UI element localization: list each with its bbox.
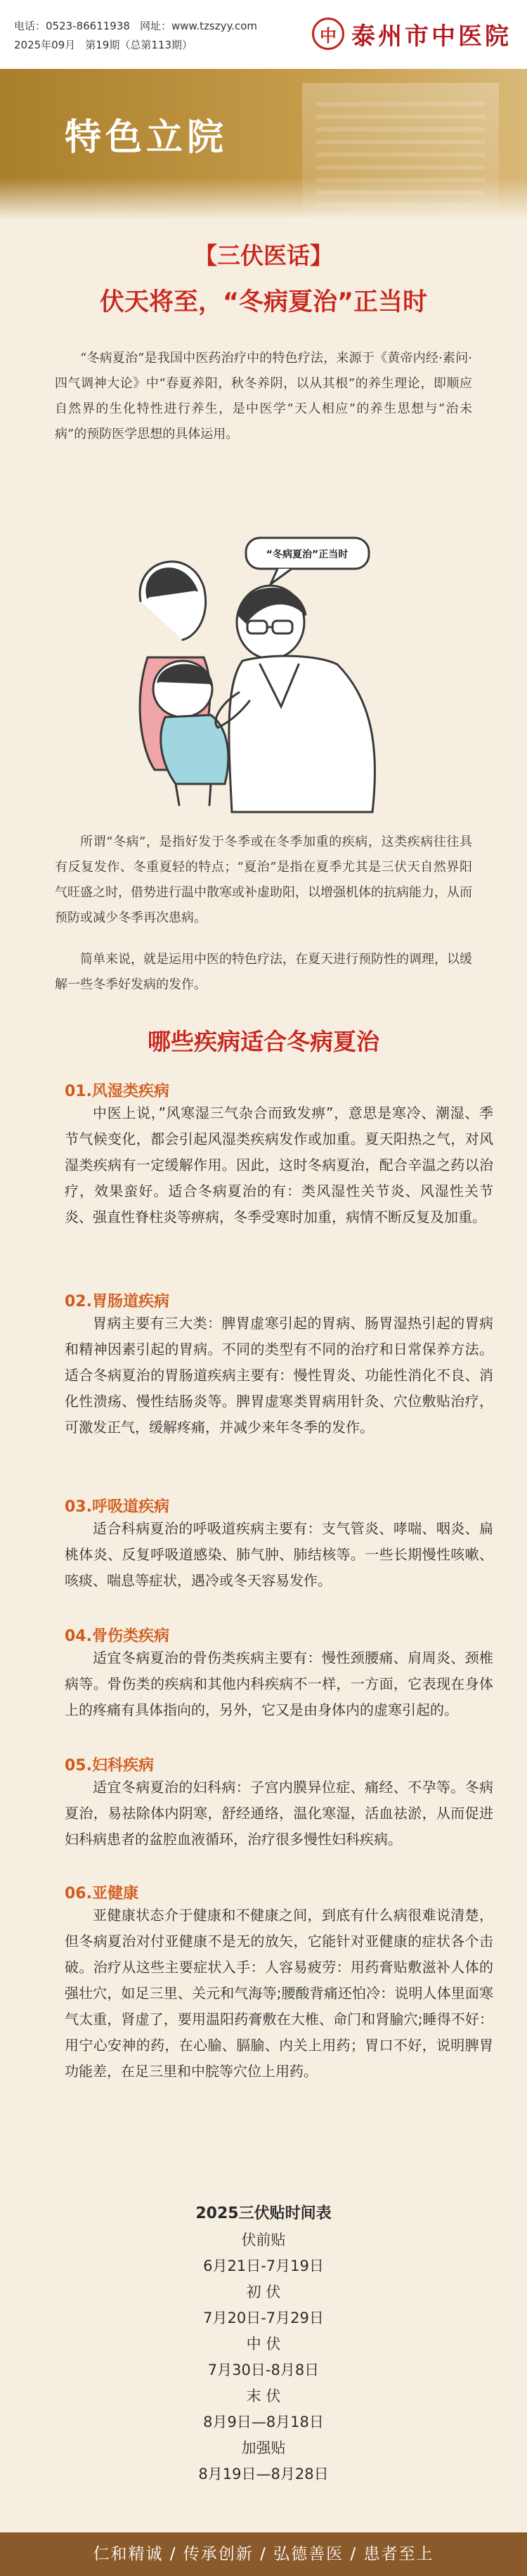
schedule-item-name: 加强贴 <box>241 2440 286 2456</box>
schedule-title: 2025三伏贴时间表 <box>195 2205 332 2222</box>
column-title: 特色立院 <box>65 117 228 159</box>
schedule-item-dates: 6月21日-7月19日 <box>203 2258 324 2274</box>
schedule-item-dates: 7月20日-7月29日 <box>203 2310 324 2326</box>
illustration-bubble-text: “冬病夏治”正当时 <box>266 549 349 560</box>
schedule-list <box>0 2227 527 2487</box>
diseases-heading: 哪些疾病适合冬病夏治 <box>148 1028 379 1055</box>
hospital-name: 泰州市中医院 <box>351 22 512 51</box>
page-header <box>0 0 527 69</box>
section-body-orthopedic: 适宜冬病夏治的骨伤类疾病主要有：慢性颈腰痛、肩周炎、颈椎病等。骨伤类的疾病和其他内科疾病不一样，一方面，它表现在身体上的疼痛有具体指向的，另外，它又是由身体内的虚寒引起的。 <box>65 1649 493 1718</box>
column-banner <box>0 69 527 220</box>
section-body-respiratory: 适合科病夏治的呼吸道疾病主要有：支气管炎、哮喘、咽炎、扁桃体炎、反复呼吸道感染、肺气肿、肺结核等。一些长期慢性咳嗽、咳痰、喘息等症状，遇冷或冬天容易发作。 <box>65 1520 493 1589</box>
section-title-orthopedic: 04.骨伤类疾病 <box>65 1628 169 1645</box>
doctor-child-illustration <box>126 517 401 819</box>
intro-paragraph-1: “冬病夏治”是我国中医药治疗中的特色疗法，来源于《黄帝内经·素问·四气调神大论》中“春夏养阳，秋冬养阴，以从其根”的养生理论，即顺应自然界的生化特性进行养生，是中医学“天人相应”的养生思想与“治未病”的预防医学思想的具体运用。 <box>55 351 472 442</box>
schedule-item-dates: 7月30日-8月8日 <box>207 2362 320 2378</box>
article-headline: 伏天将至，“冬病夏治”正当时 <box>99 288 427 316</box>
section-body-subhealth: 亚健康状态介于健康和不健康之间，到底有什么病很难说清楚，但冬病夏治对付亚健康不是无的放矢，它能针对亚健康的症状各个击破。治疗从这些主要症状入手：人容易疲劳：用药膏贴敷滋补人体的强壮穴，如足三里、关元和气海等;腰酸背痛还怕冷：说明人体里面寒气太重，肾虚了，要用温阳药膏敷在大椎、命门和肾腧穴;睡得不好：用宁心安神的药，在心腧、膈腧、内关上用药；胃口不好，说明脾胃功能差，在足三里和中脘等穴位上用药。 <box>65 1907 493 2080</box>
schedule-item-dates: 8月19日—8月28日 <box>198 2466 329 2482</box>
section-title-respiratory: 03.呼吸道疾病 <box>65 1498 169 1516</box>
header-meta <box>14 17 267 55</box>
banner-fade <box>0 178 527 220</box>
section-body-rheumatism: 中医上说，”风寒湿三气杂合而致发痹”，意思是寒冷、潮湿、季节气候变化，都会引起风湿类疾病发作或加重。夏天阳热之气，对风湿类疾病有一定缓解作用。因此，这时冬病夏治，配合辛温之药以治疗，效果蛮好。适合冬病夏治的有：类风湿性关节炎、风湿性关节炎、强直性脊柱炎等痹病，冬季受寒时加重，病情不断反复及加重。 <box>65 1105 493 1225</box>
schedule-item-name: 末 伏 <box>246 2388 281 2404</box>
header-phone: 电话：0523-86611938 <box>14 20 130 32</box>
schedule-item-name: 中 伏 <box>246 2336 281 2352</box>
section-body-gastro: 胃病主要有三大类：脾胃虚寒引起的胃病、肠胃湿热引起的胃病和精神因素引起的胃病。不同的类型有不同的治疗和日常保养方法。适合冬病夏治的胃肠道疾病主要有：慢性胃炎、功能性消化不良、消化性溃疡、慢性结肠炎等。脾胃虚寒类胃病用针灸、穴位敷贴治疗，可激发正气，缓解疼痛，并减少来年冬季的发作。 <box>65 1315 493 1436</box>
schedule-item-name: 伏前贴 <box>241 2232 286 2248</box>
column-tag: 【三伏医话】 <box>194 242 333 269</box>
header-website[interactable]: 网址：www.tzszyy.com <box>139 20 257 32</box>
issue-date: 2025年09月 <box>14 39 76 51</box>
intro-paragraph-2: 所谓“冬病”，是指好发于冬季或在冬季加重的疾病，这类疾病往往具有反复发作、冬重夏轻的特点；“夏治”是指在夏季尤其是三伏天自然界阳气旺盛之时，借势进行温中散寒或补虚助阳，以增强机体的抗病能力，从而预防或减少冬季再次患病。 <box>55 835 472 925</box>
section-title-gynecology: 05.妇科疾病 <box>65 1757 154 1775</box>
hospital-emblem-icon: 中 <box>312 18 344 50</box>
schedule-item-name: 初 伏 <box>246 2284 281 2300</box>
section-title-subhealth: 06.亚健康 <box>65 1885 138 1902</box>
section-body-gynecology: 适宜冬病夏治的妇科病：子宫内膜异位症、痛经、不孕等。冬病夏治，易祛除体内阴寒，舒经通络，温化寒湿，活血祛淤，从而促进妇科病患者的盆腔血液循环，治疗很多慢性妇科疾病。 <box>65 1779 493 1848</box>
issue-number: 第19期（总第113期） <box>85 39 193 51</box>
schedule-item-dates: 8月9日—8月18日 <box>203 2414 324 2430</box>
hospital-logo[interactable] <box>312 13 512 55</box>
section-title-gastro: 02.胃肠道疾病 <box>65 1293 169 1310</box>
intro-paragraph-3: 简单来说，就是运用中医的特色疗法，在夏天进行预防性的调理，以缓解一些冬季好发病的发作。 <box>55 952 472 992</box>
section-title-rheumatism: 01.风湿类疾病 <box>65 1083 169 1100</box>
footer-slogan: 仁和精诚 / 传承创新 / 弘德善医 / 患者至上 <box>0 2532 527 2576</box>
